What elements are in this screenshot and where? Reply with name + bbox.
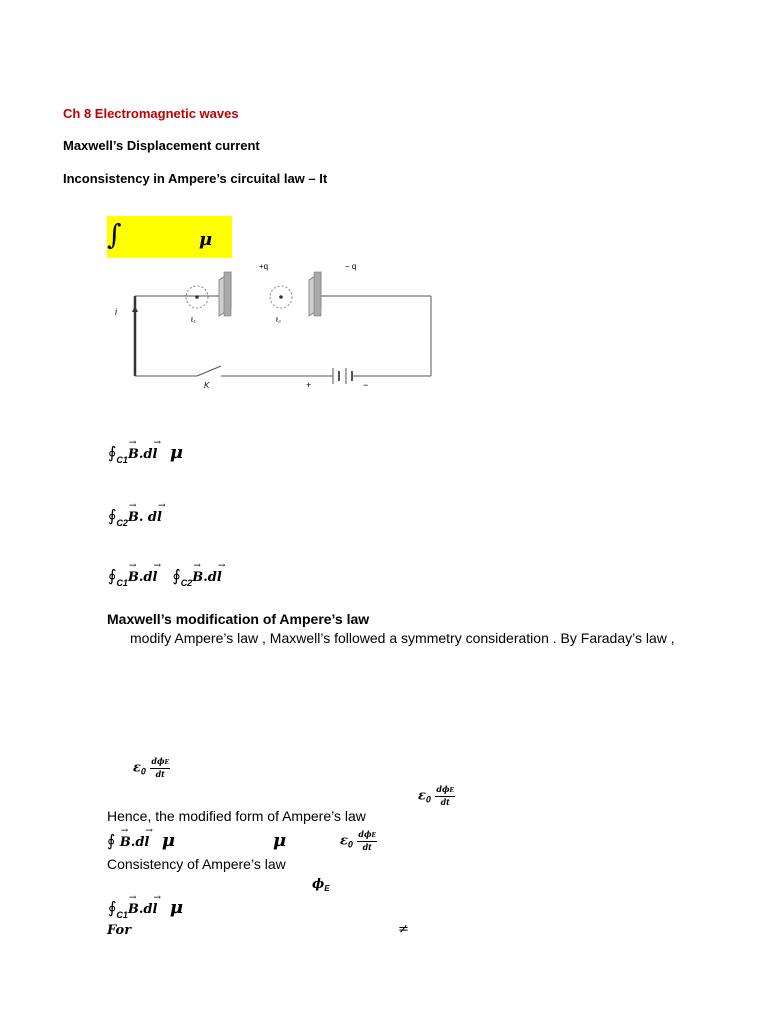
for-label: For (107, 923, 132, 938)
section-title: Maxwell’s Displacement current (63, 138, 260, 153)
integral-symbol: ∫ (107, 218, 122, 251)
equation-c2: $∮_{C2}\to B$. d→ l (108, 506, 162, 528)
label-c2: ℓ₂ (276, 317, 281, 324)
switch-key (197, 366, 221, 376)
modification-text: modify Ampere’s law , Maxwell’s followed a symmetry consideration . By Faraday’s law , (130, 630, 675, 646)
modification-title: Maxwell’s modification of Ampere’s law (107, 611, 370, 627)
label-key: K (204, 381, 210, 390)
modified-ampere-equation: ∮ → B.d→ l μ (107, 830, 175, 851)
hence-text: Hence, the modified form of Ampere’s law (107, 808, 366, 824)
mu-symbol-2: μ (273, 830, 287, 851)
label-battery-minus: − (363, 380, 369, 390)
mu-symbol: μ (199, 229, 213, 250)
displacement-term-2: $\varepsilon_0$ $\frac{\text{dϕE}}{dt}$ (418, 784, 455, 807)
chapter-title: Ch 8 Electromagnetic waves (63, 106, 239, 121)
subsection-title: Inconsistency in Ampere’s circuital law – It (63, 171, 328, 186)
label-current: i (115, 307, 117, 317)
label-plus-q: +q (259, 262, 269, 271)
consistency-text: Consistency of Ampere’s law (107, 856, 286, 872)
equation-c1: $∮_{C1}\to B.d\to l$ μ (108, 442, 183, 465)
capacitor-circuit-diagram (105, 258, 440, 393)
displacement-term-3: $\varepsilon_0$ $\frac{\text{dϕE}}{dt}$ (340, 829, 377, 852)
equation-c1-repeat: $∮_{C1}\to B.d\to l$ μ (108, 897, 183, 920)
not-equal-symbol: ≠ (398, 922, 409, 937)
label-battery-plus: + (306, 380, 312, 390)
highlighted-equation (107, 216, 232, 258)
displacement-term-1: $\varepsilon_0$ $\frac{\text{dϕE}}{dt}$ (133, 756, 170, 779)
electric-flux-symbol: $\phi_E$ (312, 877, 330, 893)
label-c1: ℓ₁ (191, 317, 196, 324)
label-minus-q: − q (345, 262, 357, 271)
equation-inequality: $∮_{C1}\to B.d\to l$ $∮_{C2}\to B.d\to l$ (108, 566, 222, 588)
